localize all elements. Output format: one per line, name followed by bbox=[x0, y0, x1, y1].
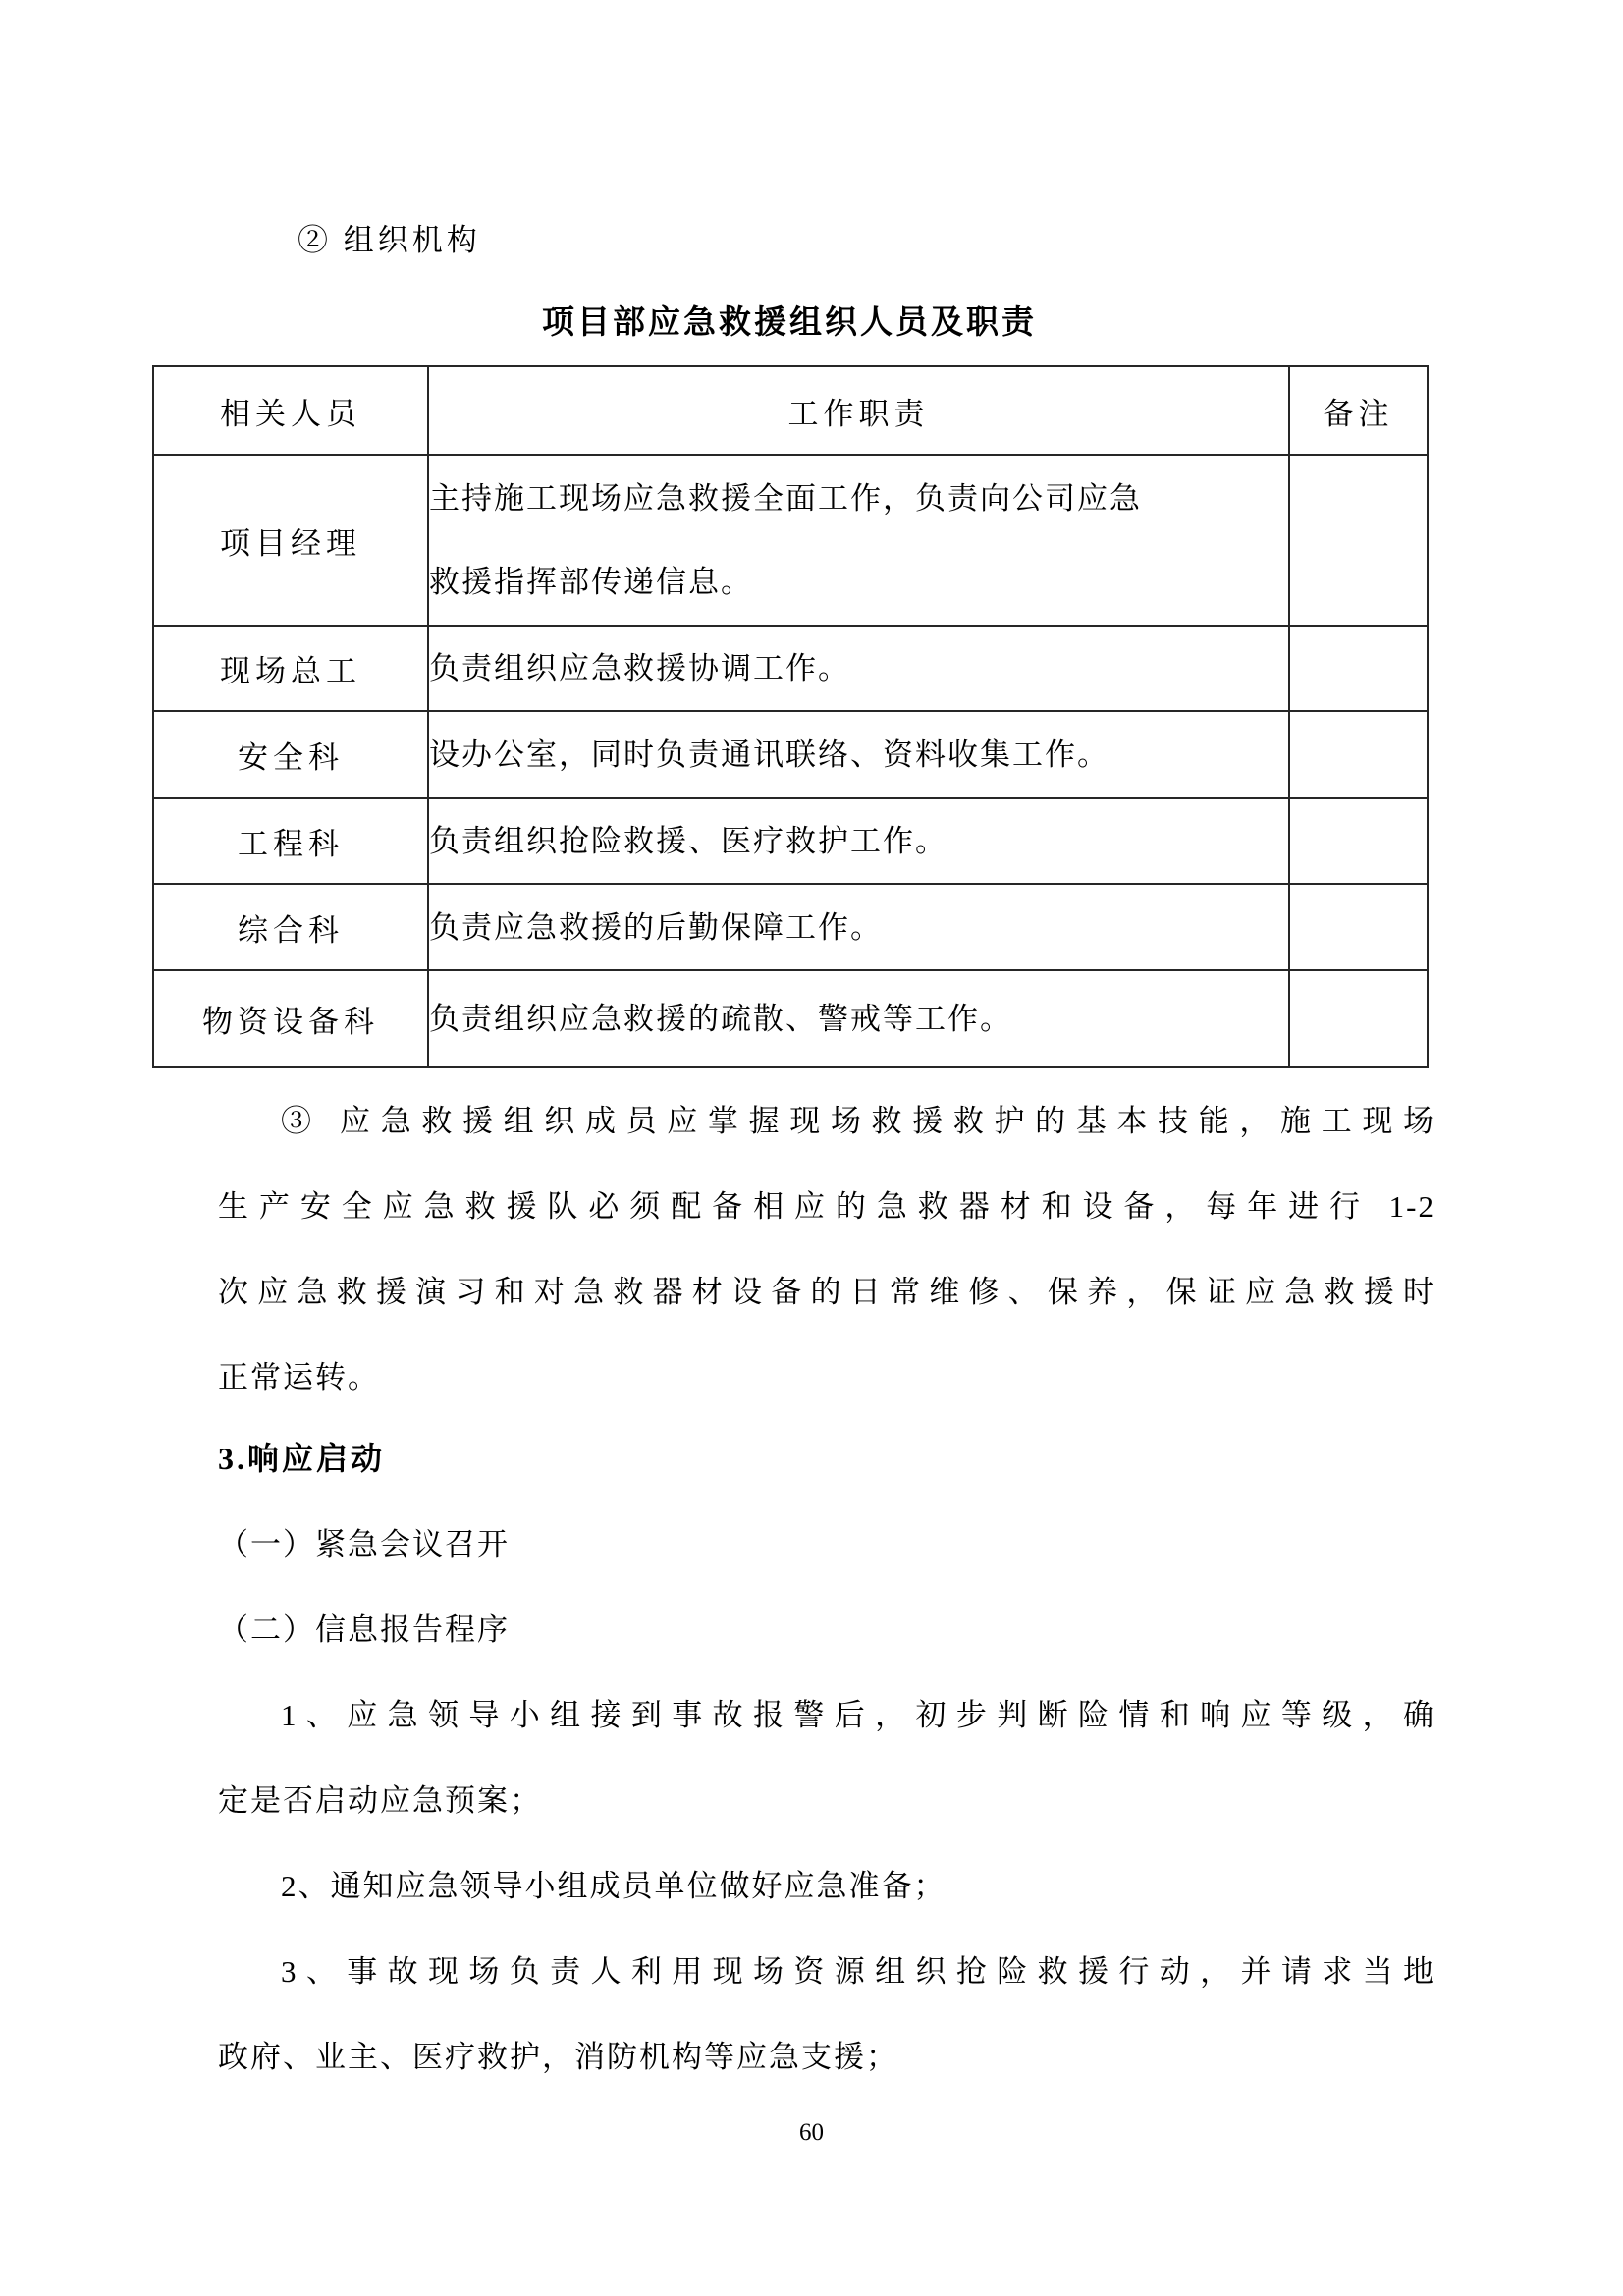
table-header-row bbox=[153, 366, 1428, 455]
note-cell bbox=[1289, 711, 1428, 798]
duty-cell bbox=[428, 455, 1289, 626]
step2-line: 2、通知应急领导小组成员单位做好应急准备； bbox=[281, 1869, 947, 1903]
duty-line: 负责组织抢险救援、医疗救护工作。 bbox=[429, 824, 947, 858]
step3-line: 政府、业主、医疗救护，消防机构等应急支援； bbox=[218, 2040, 898, 2074]
table-row bbox=[153, 798, 1428, 884]
table-row bbox=[153, 626, 1428, 711]
duty-cell bbox=[428, 970, 1289, 1067]
person-cell: 物资设备科 bbox=[153, 970, 428, 1067]
step1-line: 定是否启动应急预案； bbox=[218, 1783, 542, 1818]
col-header-note: 备注 bbox=[1289, 366, 1428, 455]
paragraph-line: 正常运转。 bbox=[218, 1360, 380, 1394]
note-cell bbox=[1289, 455, 1428, 626]
table-row bbox=[153, 711, 1428, 798]
paragraph-emergency-skills bbox=[218, 1078, 1435, 1420]
person-cell: 现场总工 bbox=[153, 626, 428, 711]
table-row bbox=[153, 884, 1428, 970]
response-start-section bbox=[218, 1416, 1435, 2100]
person-cell: 综合科 bbox=[153, 884, 428, 970]
duty-line: 救援指挥部传递信息。 bbox=[429, 565, 753, 599]
note-cell bbox=[1289, 798, 1428, 884]
step3-line: 3、事故现场负责人利用现场资源组织抢险救援行动，并请求当地 bbox=[281, 1954, 1435, 1989]
subsection-info-report: （二）信息报告程序 bbox=[218, 1613, 510, 1647]
duty-line: 设办公室，同时负责通讯联络、资料收集工作。 bbox=[429, 738, 1109, 772]
subsection-emergency-meeting: （一）紧急会议召开 bbox=[218, 1527, 510, 1561]
paragraph-line: 生产安全应急救援队必须配备相应的急救器材和设备，每年进行 1-2 bbox=[218, 1189, 1435, 1224]
duty-line: 主持施工现场应急救援全面工作，负责向公司应急 bbox=[429, 481, 1142, 516]
step1-line: 1、应急领导小组接到事故报警后，初步判断险情和响应等级，确 bbox=[281, 1698, 1435, 1732]
response-start-heading: 3.响应启动 bbox=[218, 1441, 386, 1476]
org-structure-heading: ② 组织机构 bbox=[298, 223, 481, 257]
paragraph-line: 次应急救援演习和对急救器材设备的日常维修、保养，保证应急救援时 bbox=[218, 1275, 1435, 1309]
col-header-duty: 工作职责 bbox=[428, 366, 1289, 455]
note-cell bbox=[1289, 626, 1428, 711]
duty-cell bbox=[428, 626, 1289, 711]
duty-cell bbox=[428, 798, 1289, 884]
duty-line: 负责组织应急救援的疏散、警戒等工作。 bbox=[429, 1002, 1012, 1036]
duty-table-title: 项目部应急救援组织人员及职责 bbox=[542, 305, 1037, 341]
person-cell: 工程科 bbox=[153, 798, 428, 884]
table-row bbox=[153, 970, 1428, 1067]
person-cell: 安全科 bbox=[153, 711, 428, 798]
person-cell: 项目经理 bbox=[153, 455, 428, 626]
page-number: 60 bbox=[799, 2119, 824, 2146]
duty-cell bbox=[428, 884, 1289, 970]
note-cell bbox=[1289, 970, 1428, 1067]
duty-line: 负责应急救援的后勤保障工作。 bbox=[429, 909, 883, 945]
paragraph-line: ③ 应急救援组织成员应掌握现场救援救护的基本技能，施工现场 bbox=[281, 1104, 1435, 1138]
duty-line: 负责组织应急救援协调工作。 bbox=[429, 651, 850, 685]
note-cell bbox=[1289, 884, 1428, 970]
table-row bbox=[153, 455, 1428, 626]
col-header-person: 相关人员 bbox=[153, 366, 428, 455]
duty-table bbox=[152, 365, 1429, 1068]
duty-cell bbox=[428, 711, 1289, 798]
